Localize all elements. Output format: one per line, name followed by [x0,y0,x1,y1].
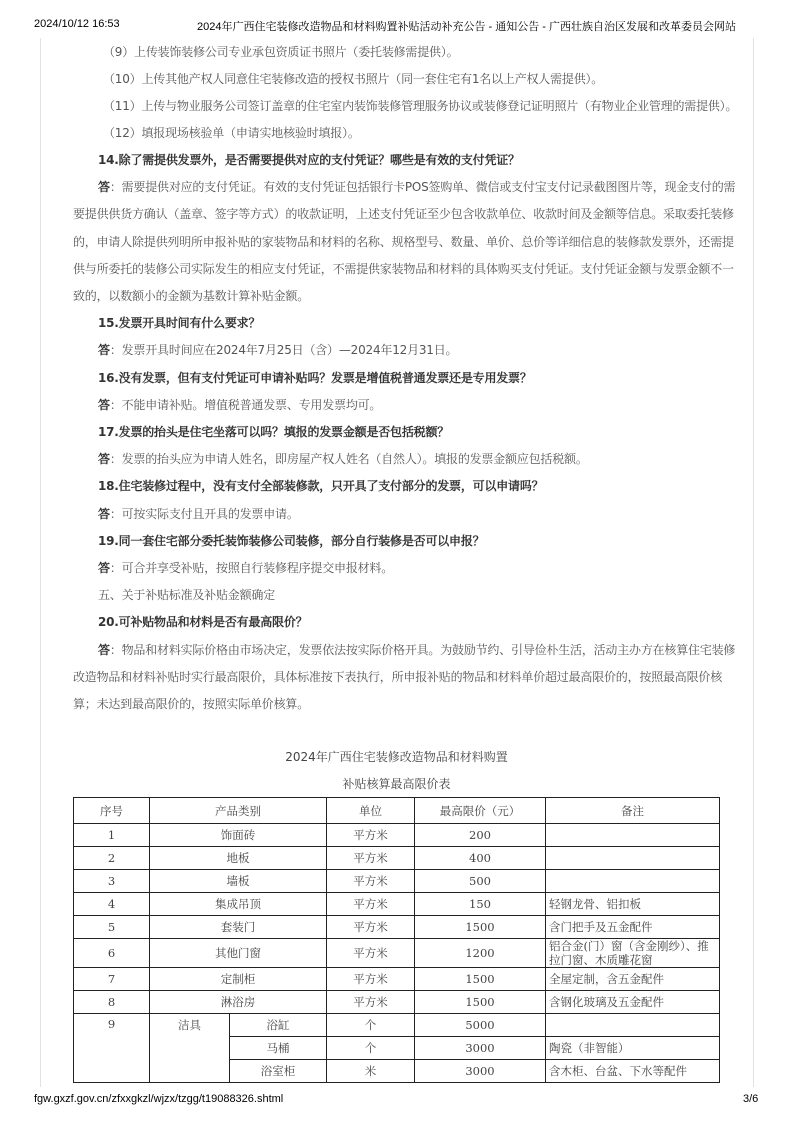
cell-no: 5 [74,916,150,939]
table-row [74,847,720,870]
table-row [74,893,720,916]
faq-answer-line [98,505,299,522]
cell-unit: 平方米 [327,893,415,916]
table-row [74,991,720,1014]
cell-price: 400 [415,847,546,870]
cell-note [546,824,720,847]
cell-no: 9 [74,1014,150,1083]
cell-unit: 平方米 [327,939,415,968]
answer-text: ：需要提供对应的支付凭证。有效的支付凭证包括银行卡POS签购单、微信或支付宝支付记录截图图片等，现金支付的需 [109,180,736,195]
cell-category: 墙板 [150,870,327,893]
cell-unit: 平方米 [327,870,415,893]
answer-text: ：发票的抬头应为申请人姓名，即房屋产权人姓名（自然人）。填报的发票金额应包括税额。 [109,452,588,467]
cell-no: 6 [74,939,150,968]
faq-answer-line: 算；未达到最高限价的，按照实际单价核算。 [73,697,310,711]
answer-text: ：可按实际支付且开具的发票申请。 [109,506,299,521]
cell-note: 陶瓷（非智能） [546,1037,720,1060]
col-header: 最高限价（元） [415,798,546,824]
cell-category: 洁具 [150,1014,230,1083]
cell-category: 定制柜 [150,968,327,991]
table-row [74,870,720,893]
cell-note: 含钢化玻璃及五金配件 [546,991,720,1014]
cell-note [546,847,720,870]
answer-label: 答 [98,452,110,467]
faq-answer-line [98,178,735,195]
cell-price: 200 [415,824,546,847]
list-item: （12）填报现场核验单（申请实地核验时填报）。 [103,126,360,140]
cell-price: 1500 [415,991,546,1014]
faq-answer-line [98,641,735,658]
faq-answer-line [98,396,381,413]
faq-answer-line: 致的，以数额小的金额为基数计算补贴金额。 [73,289,310,303]
page-title: 2024年广西住宅装修改造物品和材料购置补贴活动补充公告 - 通知公告 - 广西壮族自治区发展和改革委员会网站 [197,21,737,33]
cell-note: 含门把手及五金配件 [546,916,720,939]
cell-unit: 个 [327,1037,415,1060]
answer-text: ：不能申请补贴。增值税普通发票、专用发票均可。 [109,397,382,412]
list-item: （11）上传与物业服务公司签订盖章的住宅室内装饰装修管理服务协议或装修登记证明照片（有物业企业管理的需提供）。 [103,99,738,113]
cell-note: 含木柜、台盆、下水等配件 [546,1060,720,1083]
cell-no: 7 [74,968,150,991]
answer-label: 答 [98,397,110,412]
section-heading: 五、关于补贴标准及补贴金额确定 [98,588,276,603]
page-number: 3/6 [743,1093,759,1105]
faq-answer-line: 的，申请人除提供列明所申报补贴的家装物品和材料的名称、规格型号、数量、单价、总价等详细信息的装修款发票外，还需提 [73,234,734,249]
answer-label: 答 [98,343,110,358]
cell-unit: 平方米 [327,847,415,870]
table-title: 2024年广西住宅装修改造物品和材料购置 [285,750,508,764]
cell-price: 1500 [415,968,546,991]
cell-note: 全屋定制，含五金配件 [546,968,720,991]
cell-price: 3000 [415,1037,546,1060]
cell-no: 3 [74,870,150,893]
col-header: 单位 [327,798,415,824]
cell-unit: 个 [327,1014,415,1037]
faq-answer-line [98,341,457,358]
answer-text: ：可合并享受补贴，按照自行装修程序提交申报材料。 [109,561,394,575]
table-row [74,968,720,991]
cell-note: 铝合金(门）窗（含金刚纱）、推拉门窗、木质雕花窗 [546,939,720,968]
table-row [74,1014,720,1037]
faq-question: 17.发票的抬头是住宅坐落可以吗？填报的发票金额是否包括税额？ [98,425,450,439]
cell-no: 1 [74,824,150,847]
cell-category: 淋浴房 [150,991,327,1014]
answer-label: 答 [98,561,110,575]
cell-subcategory: 马桶 [230,1037,327,1060]
faq-answer-line [98,559,393,576]
faq-answer-line [98,450,588,467]
faq-question: 14.除了需提供发票外，是否需要提供对应的支付凭证？哪些是有效的支付凭证？ [98,153,520,167]
table-row [74,824,720,847]
answer-text: ：物品和材料实际价格由市场决定，发票依法按实际价格开具。为鼓励节约、引导俭朴生活，活动主办方在核算住宅装修 [109,642,736,657]
cell-price: 500 [415,870,546,893]
faq-answer-line: 改造物品和材料补贴时实行最高限价，具体标准按下表执行，所申报补贴的物品和材料单价超过最高限价的，按照最高限价核 [73,669,723,684]
answer-label: 答 [98,642,110,657]
faq-answer-line: 要提供供货方确认（盖章、签字等方式）的收款证明，上述支付凭证至少包含收款单位、收款时间及金额等信息。采取委托装修 [73,207,734,222]
cell-price: 3000 [415,1060,546,1083]
cell-note [546,870,720,893]
cell-note: 轻钢龙骨、铝扣板 [546,893,720,916]
cell-unit: 平方米 [327,916,415,939]
cell-price: 1500 [415,916,546,939]
col-header: 序号 [74,798,150,824]
table-row [74,916,720,939]
table-header-row [74,798,720,824]
price-limit-table [73,797,720,1083]
cell-note [546,1014,720,1037]
cell-price: 5000 [415,1014,546,1037]
faq-question: 15.发票开具时间有什么要求？ [98,316,261,331]
cell-category: 套装门 [150,916,327,939]
cell-category: 饰面砖 [150,824,327,847]
table-row [74,939,720,968]
list-item: （9）上传装饰装修公司专业承包资质证书照片（委托装修需提供）。 [103,45,459,59]
content-border-right [753,38,754,1087]
cell-price: 150 [415,893,546,916]
answer-label: 答 [98,180,110,195]
faq-question: 16.没有发票，但有支付凭证可申请补贴吗？发票是增值税普通发票还是专用发票？ [98,370,532,385]
cell-category: 其他门窗 [150,939,327,968]
cell-no: 8 [74,991,150,1014]
cell-category: 集成吊顶 [150,893,327,916]
col-header: 产品类别 [150,798,327,824]
cell-unit: 米 [327,1060,415,1083]
cell-subcategory: 浴缸 [230,1014,327,1037]
cell-no: 4 [74,893,150,916]
faq-question: 19.同一套住宅部分委托装饰装修公司装修，部分自行装修是否可以申报？ [98,533,485,548]
col-header: 备注 [546,798,720,824]
cell-unit: 平方米 [327,991,415,1014]
faq-question: 18.住宅装修过程中，没有支付全部装修款，只开具了支付部分的发票，可以申请吗？ [98,479,544,494]
cell-subcategory: 浴室柜 [230,1060,327,1083]
print-datetime: 2024/10/12 16:53 [34,18,120,30]
cell-price: 1200 [415,939,546,968]
table-subtitle: 补贴核算最高限价表 [342,777,451,791]
content-border-left [40,38,41,1087]
answer-label: 答 [98,506,110,521]
cell-unit: 平方米 [327,968,415,991]
page-url: fgw.gxzf.gov.cn/zfxxgkzl/wjzx/tzgg/t19088326.shtml [34,1093,284,1105]
list-item: （10）上传其他产权人同意住宅装修改造的授权书照片（同一套住宅有1名以上产权人需提供）。 [103,72,604,86]
cell-no: 2 [74,847,150,870]
faq-answer-line: 供与所委托的装修公司实际发生的相应支付凭证，不需提供家装物品和材料的具体购买支付凭证。支付凭证金额与发票金额不一 [73,261,734,276]
answer-text: ：发票开具时间应在2024年7月25日（含）—2024年12月31日。 [109,343,458,358]
cell-unit: 平方米 [327,824,415,847]
faq-question: 20.可补贴物品和材料是否有最高限价？ [98,615,308,630]
cell-category: 地板 [150,847,327,870]
